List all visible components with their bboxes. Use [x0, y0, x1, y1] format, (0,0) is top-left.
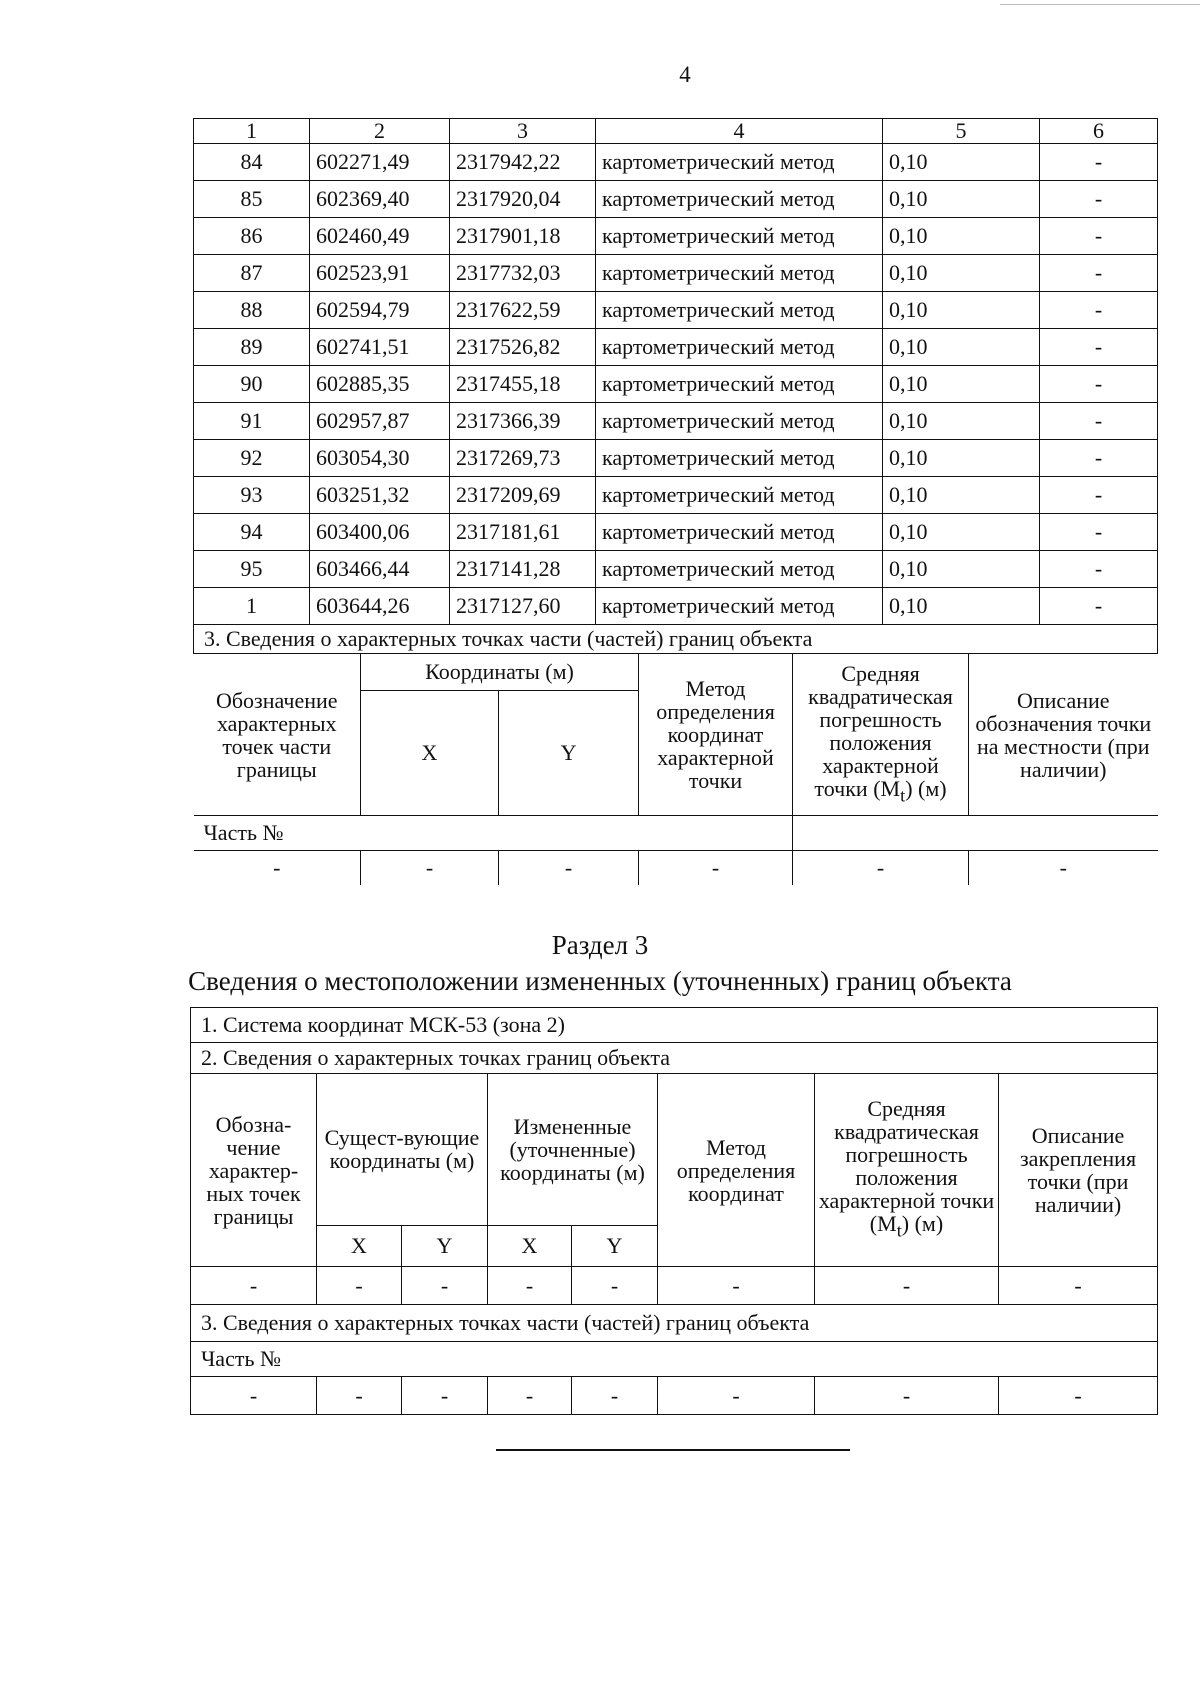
column-number: 1: [194, 119, 310, 144]
table-cell: 603054,30: [310, 440, 450, 477]
table-cell: 92: [194, 440, 310, 477]
table-cell: картометрический метод: [596, 366, 883, 403]
header-x: X: [361, 691, 499, 816]
table-cell: 86: [194, 218, 310, 255]
table-cell: 2317141,28: [450, 551, 596, 588]
dash-cell: -: [402, 1267, 488, 1305]
dash-cell: -: [572, 1377, 658, 1415]
header-coordinates: Координаты (м): [361, 654, 639, 691]
header-y: Y: [499, 691, 639, 816]
table-row: [194, 181, 1158, 218]
table-cell: 602741,51: [310, 329, 450, 366]
table-cell: картометрический метод: [596, 181, 883, 218]
part-section-title: 3. Сведения о характерных точках части (частей) границ объекта: [191, 1305, 1158, 1342]
dash-cell: -: [488, 1267, 572, 1305]
header-method: Метод определения координат: [658, 1074, 815, 1267]
table-cell: 0,10: [883, 588, 1040, 625]
table-cell: -: [1040, 218, 1158, 255]
table-cell: -: [1040, 292, 1158, 329]
table-cell: 602957,87: [310, 403, 450, 440]
table-cell: -: [1040, 551, 1158, 588]
table-cell: 2317269,73: [450, 440, 596, 477]
column-number: 3: [450, 119, 596, 144]
table-cell: картометрический метод: [596, 144, 883, 181]
table-cell: 602523,91: [310, 255, 450, 292]
table-cell: 2317181,61: [450, 514, 596, 551]
header-error-subscript: t: [896, 1220, 902, 1241]
table-cell: 0,10: [883, 218, 1040, 255]
table-cell: -: [1040, 588, 1158, 625]
header-designation: Обозначение характерных точек части границы: [194, 654, 361, 816]
dash-cell: -: [194, 851, 361, 886]
table-cell: 91: [194, 403, 310, 440]
header-error-subscript: t: [900, 785, 906, 806]
dash-cell: -: [317, 1267, 402, 1305]
column-number-row: [194, 119, 1158, 144]
table-cell: 0,10: [883, 255, 1040, 292]
dash-cell: -: [658, 1267, 815, 1305]
header-existing-y: Y: [402, 1225, 488, 1266]
table-cell: 2317455,18: [450, 366, 596, 403]
column-number: 4: [596, 119, 883, 144]
header-description: Описание обозначения точки на местности (при наличии): [969, 654, 1158, 816]
header-changed-y: Y: [572, 1225, 658, 1266]
column-number: 5: [883, 119, 1040, 144]
header-fixing: Описание закрепления точки (при наличии): [999, 1074, 1158, 1267]
column-number: 6: [1040, 119, 1158, 144]
coordinate-system: 1. Система координат МСК-53 (зона 2): [191, 1008, 1158, 1043]
table-cell: 0,10: [883, 292, 1040, 329]
table-row: [194, 144, 1158, 181]
table-cell: 603251,32: [310, 477, 450, 514]
table-row: [194, 366, 1158, 403]
table-row: [194, 477, 1158, 514]
dash-cell: -: [999, 1377, 1158, 1415]
part-number-label: Часть №: [191, 1342, 1158, 1377]
table-cell: картометрический метод: [596, 218, 883, 255]
dash-cell: -: [999, 1267, 1158, 1305]
table-cell: картометрический метод: [596, 551, 883, 588]
dash-cell: -: [658, 1377, 815, 1415]
table-cell: -: [1040, 514, 1158, 551]
table-cell: 2317732,03: [450, 255, 596, 292]
part-header-row-top: [194, 654, 1158, 886]
table-cell: -: [1040, 403, 1158, 440]
table-cell: 84: [194, 144, 310, 181]
table-cell: 603644,26: [310, 588, 450, 625]
table-cell: картометрический метод: [596, 403, 883, 440]
table-cell: -: [1040, 181, 1158, 218]
table-cell: картометрический метод: [596, 588, 883, 625]
part-header-table: [194, 654, 1158, 885]
dash-cell: -: [572, 1267, 658, 1305]
table-cell: картометрический метод: [596, 329, 883, 366]
table-cell: 2317901,18: [450, 218, 596, 255]
table-cell: 0,10: [883, 181, 1040, 218]
table-cell: 0,10: [883, 440, 1040, 477]
dash-row: [194, 851, 1158, 886]
dash-cell: -: [969, 851, 1158, 886]
points-section-title: 2. Сведения о характерных точках границ объекта: [191, 1043, 1158, 1074]
table-cell: 2317127,60: [450, 588, 596, 625]
table-cell: 603466,44: [310, 551, 450, 588]
table-cell: 602885,35: [310, 366, 450, 403]
header-changed-coords: Измененные (уточненные) координаты (м): [488, 1074, 658, 1226]
table-row: [194, 329, 1158, 366]
table-cell: 2317920,04: [450, 181, 596, 218]
dash-cell: -: [793, 851, 969, 886]
part-number-label: Часть №: [194, 816, 793, 851]
dash-row: [191, 1377, 1158, 1415]
header-error: [793, 654, 969, 816]
header-error-text: Средняя квадратическая погрешность положения характерной точки (M: [808, 660, 953, 801]
table-cell: 94: [194, 514, 310, 551]
dash-cell: -: [191, 1267, 317, 1305]
dash-row: [191, 1267, 1158, 1305]
table-row: [194, 218, 1158, 255]
table-cell: 0,10: [883, 144, 1040, 181]
boundary-points-table: [193, 118, 1158, 885]
table-cell: 87: [194, 255, 310, 292]
header-changed-x: X: [488, 1225, 572, 1266]
table-cell: 2317366,39: [450, 403, 596, 440]
table-cell: 0,10: [883, 403, 1040, 440]
table-cell: 0,10: [883, 551, 1040, 588]
changed-boundaries-table: [190, 1007, 1158, 1415]
header-error-unit: ) (м): [905, 775, 947, 801]
table-cell: 0,10: [883, 514, 1040, 551]
table-cell: 2317622,59: [450, 292, 596, 329]
table-cell: 88: [194, 292, 310, 329]
table-cell: -: [1040, 144, 1158, 181]
header-error-unit: ) (м): [901, 1211, 944, 1237]
table-row: [194, 440, 1158, 477]
dash-cell: -: [499, 851, 639, 886]
table-cell: 90: [194, 366, 310, 403]
page-number: 4: [679, 62, 691, 87]
header-error: [815, 1074, 999, 1267]
table-cell: 0,10: [883, 329, 1040, 366]
table-cell: картометрический метод: [596, 292, 883, 329]
header-method: Метод определения координат характерной точки: [639, 654, 793, 816]
table-cell: -: [1040, 255, 1158, 292]
dash-cell: -: [361, 851, 499, 886]
part-section-title: 3. Сведения о характерных точках части (частей) границ объекта: [194, 625, 1158, 654]
table-cell: 89: [194, 329, 310, 366]
header-existing-x: X: [317, 1225, 402, 1266]
section-subtitle: Сведения о местоположении измененных (уточненных) границ объекта: [188, 966, 1012, 996]
table-cell: картометрический метод: [596, 514, 883, 551]
table-row: [194, 514, 1158, 551]
dash-cell: -: [402, 1377, 488, 1415]
table-cell: 0,10: [883, 477, 1040, 514]
header-error-text: Средняя квадратическая погрешность положения характерной точки (M: [818, 1096, 995, 1237]
dash-cell: -: [815, 1377, 999, 1415]
table-cell: 602369,40: [310, 181, 450, 218]
table-cell: 95: [194, 551, 310, 588]
dash-cell: -: [488, 1377, 572, 1415]
table-cell: -: [1040, 477, 1158, 514]
table-cell: 2317526,82: [450, 329, 596, 366]
header-existing-coords: Сущест-вующие координаты (м): [317, 1074, 488, 1226]
table-row: [194, 292, 1158, 329]
table-cell: 0,10: [883, 366, 1040, 403]
dash-cell: -: [815, 1267, 999, 1305]
table-cell: -: [1040, 329, 1158, 366]
table-cell: 602271,49: [310, 144, 450, 181]
table-row: [194, 255, 1158, 292]
table-row: [194, 588, 1158, 625]
table-cell: картометрический метод: [596, 440, 883, 477]
table-cell: 2317209,69: [450, 477, 596, 514]
table-cell: 2317942,22: [450, 144, 596, 181]
top-edge-line: [1000, 4, 1200, 5]
table-cell: картометрический метод: [596, 477, 883, 514]
table-cell: 602460,49: [310, 218, 450, 255]
part-section-title-row: [194, 625, 1158, 654]
table-cell: -: [1040, 440, 1158, 477]
bottom-separator-line: [496, 1449, 850, 1451]
column-number: 2: [310, 119, 450, 144]
table-cell: 603400,06: [310, 514, 450, 551]
table-cell: 93: [194, 477, 310, 514]
table-cell: картометрический метод: [596, 255, 883, 292]
dash-cell: -: [317, 1377, 402, 1415]
table-cell: 85: [194, 181, 310, 218]
table-cell: -: [1040, 366, 1158, 403]
dash-cell: -: [191, 1377, 317, 1415]
table-cell: 1: [194, 588, 310, 625]
dash-cell: -: [639, 851, 793, 886]
header-designation: Обозна-чение характер-ных точек границы: [191, 1074, 317, 1267]
part-number-empty: [793, 816, 1158, 851]
table-cell: 602594,79: [310, 292, 450, 329]
table-row: [194, 403, 1158, 440]
section-title: Раздел 3: [551, 930, 649, 960]
table-row: [194, 551, 1158, 588]
